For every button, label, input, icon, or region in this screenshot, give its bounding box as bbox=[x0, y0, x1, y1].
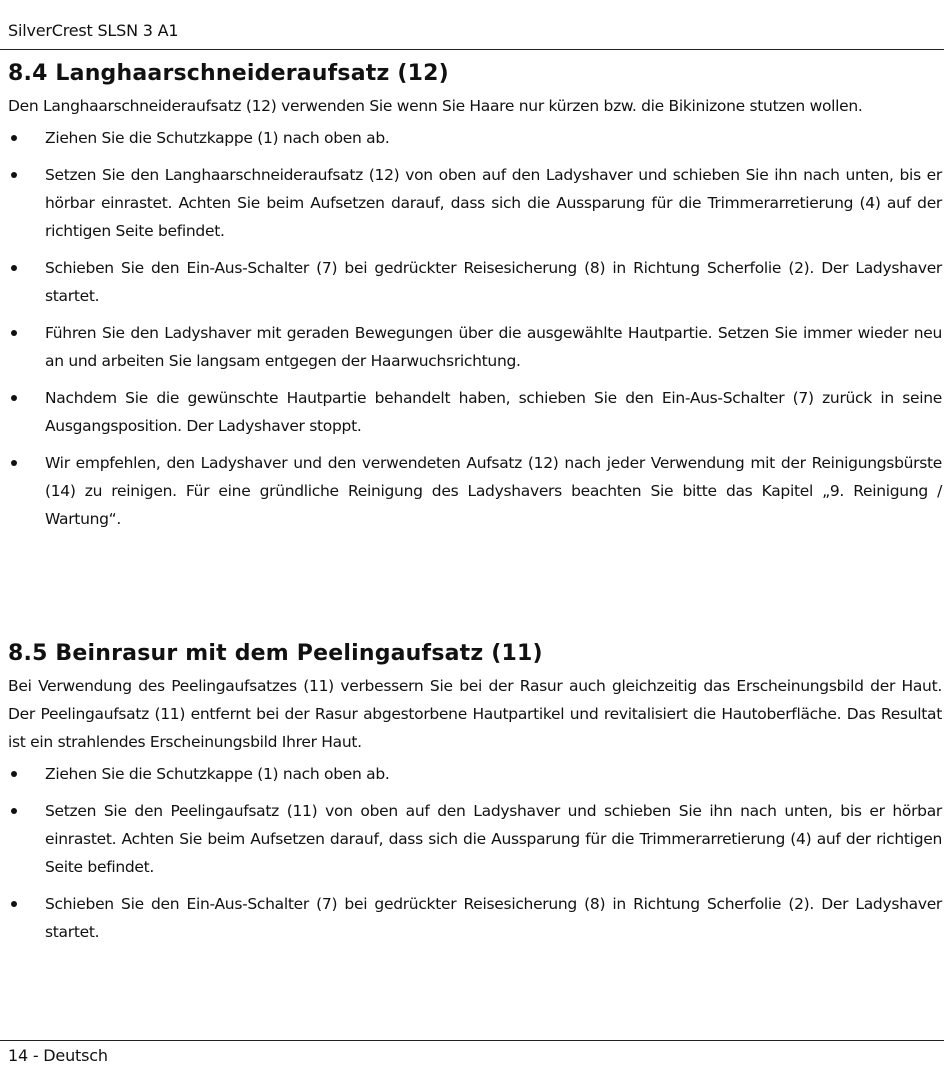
list-item-text: Nachdem Sie die gewünschte Hautpartie behandelt haben, schieben Sie den Ein-Aus-Schalter (7) zurück in seine Ausgangsposition. Der Ladyshaver stoppt. bbox=[45, 389, 942, 435]
instruction-list bbox=[8, 124, 942, 533]
list-item bbox=[8, 890, 942, 946]
list-item-text: Ziehen Sie die Schutzkappe (1) nach oben ab. bbox=[45, 765, 390, 783]
bullet-icon bbox=[11, 172, 17, 178]
section-intro-paragraph: Den Langhaarschneideraufsatz (12) verwenden Sie wenn Sie Haare nur kürzen bzw. die Bikinizone stutzen wollen. bbox=[8, 97, 863, 115]
list-item-text: Führen Sie den Ladyshaver mit geraden Bewegungen über die ausgewählte Hautpartie. Setzen Sie immer wieder neu an und arbeiten Sie langsam entgegen der Haarwuchsrichtung. bbox=[45, 324, 942, 370]
list-item-text: Setzen Sie den Peelingaufsatz (11) von oben auf den Ladyshaver und schieben Sie ihn nach unten, bis er hörbar einrastet. Achten Sie beim Aufsetzen darauf, dass sich die Aussparung für die Trimmerarretierung (4) auf der richtigen Seite befindet. bbox=[45, 802, 942, 876]
footer-divider bbox=[0, 1040, 944, 1041]
bullet-icon bbox=[11, 265, 17, 271]
instruction-list bbox=[8, 760, 942, 946]
list-item-text: Schieben Sie den Ein-Aus-Schalter (7) bei gedrückter Reisesicherung (8) in Richtung Scherfolie (2). Der Ladyshaver startet. bbox=[45, 895, 942, 941]
bullet-icon bbox=[11, 808, 17, 814]
section-heading: 8.5 Beinrasur mit dem Peelingaufsatz (11) bbox=[8, 641, 543, 666]
list-item bbox=[8, 254, 942, 310]
list-item-text: Ziehen Sie die Schutzkappe (1) nach oben ab. bbox=[45, 129, 390, 147]
bullet-icon bbox=[11, 901, 17, 907]
section-peelingaufsatz bbox=[8, 640, 942, 955]
section-langhaarschneideraufsatz bbox=[8, 60, 942, 542]
bullet-icon bbox=[11, 330, 17, 336]
bullet-icon bbox=[11, 395, 17, 401]
list-item bbox=[8, 449, 942, 533]
list-item bbox=[8, 124, 942, 152]
list-item bbox=[8, 760, 942, 788]
bullet-icon bbox=[11, 771, 17, 777]
bullet-icon bbox=[11, 135, 17, 141]
page-header-title: SilverCrest SLSN 3 A1 bbox=[8, 21, 179, 40]
list-item-text: Wir empfehlen, den Ladyshaver und den verwendeten Aufsatz (12) nach jeder Verwendung mit der Reinigungsbürste (14) zu reinigen. Für eine gründliche Reinigung des Ladyshavers beachten Sie bitte das Kapitel „9. Reinigung / Wartung“. bbox=[45, 454, 942, 528]
bullet-icon bbox=[11, 460, 17, 466]
header-divider bbox=[0, 49, 944, 50]
section-heading: 8.4 Langhaarschneideraufsatz (12) bbox=[8, 61, 449, 86]
page-footer-label: 14 - Deutsch bbox=[8, 1046, 108, 1065]
list-item-text: Setzen Sie den Langhaarschneideraufsatz (12) von oben auf den Ladyshaver und schieben Sie ihn nach unten, bis er hörbar einrastet. Achten Sie beim Aufsetzen darauf, dass sich die Aussparung für die Trimmerarretierung (4) auf der richtigen Seite befindet. bbox=[45, 166, 942, 240]
list-item-text: Schieben Sie den Ein-Aus-Schalter (7) bei gedrückter Reisesicherung (8) in Richtung Scherfolie (2). Der Ladyshaver startet. bbox=[45, 259, 942, 305]
list-item bbox=[8, 797, 942, 881]
list-item bbox=[8, 384, 942, 440]
list-item bbox=[8, 319, 942, 375]
list-item bbox=[8, 161, 942, 245]
section-intro-paragraph: Bei Verwendung des Peelingaufsatzes (11) verbessern Sie bei der Rasur auch gleichzeitig das Erscheinungsbild der Haut. Der Peelingaufsatz (11) entfernt bei der Rasur abgestorbene Hautpartikel und revitalisiert die Hautoberfläche. Das Resultat ist ein strahlendes Erscheinungsbild Ihrer Haut. bbox=[8, 677, 942, 751]
